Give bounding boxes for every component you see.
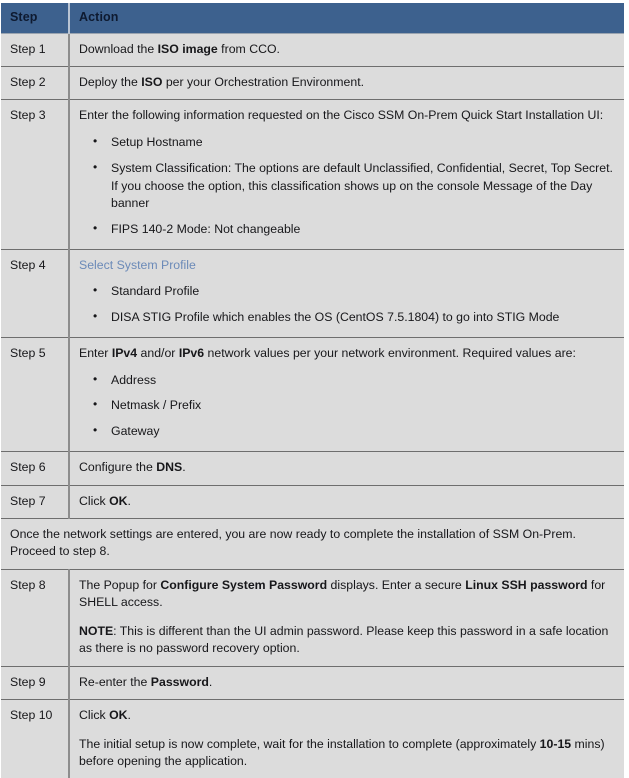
bullet-list-item: • FIPS 140-2 Mode: Not changeable <box>111 221 615 239</box>
step-action-cell: Configure the DNS. <box>69 452 624 485</box>
paragraph: The initial setup is now complete, wait for the installation to complete (approximately 10-15 mins) before opening the application. <box>79 736 605 769</box>
step-action-cell <box>69 700 624 778</box>
step-action-cell: Enter IPv4 and/or IPv6 network values per your network environment. Required values are: • Address • Netmask / Prefix • Gateway <box>69 338 624 452</box>
step-label-cell: Step 3 <box>1 100 69 250</box>
table-header-row <box>1 3 624 33</box>
emphasis-text: ISO image <box>157 41 218 56</box>
paragraph: Click OK. <box>79 708 131 723</box>
bullet-list-item: • Gateway <box>111 423 615 441</box>
bullet-list-item: • Setup Hostname <box>111 134 615 152</box>
bullet-list-item: • Standard Profile <box>111 283 615 301</box>
table-row <box>1 700 624 778</box>
step-action-cell: Re-enter the Password. <box>69 666 624 699</box>
step-action-cell <box>69 250 624 338</box>
step-action-cell: Enter the following information requested on the Cisco SSM On-Prem Quick Start Installation UI: • Setup Hostname • System Classification: The options are default Unclassified, Confidential, Secret, Top Secret. If you choose the option, this classification shows up on the console Message of the Day banner • FIPS 140-2 Mode: Not changeable <box>69 100 624 250</box>
step-label-cell: Step 6 <box>1 452 69 485</box>
table-header <box>1 3 624 33</box>
emphasis-text: Password <box>150 674 209 689</box>
paragraph: The Popup for Configure System Password displays. Enter a secure Linux SSH password for SHELL access. <box>79 577 606 610</box>
emphasis-text: DNS <box>156 460 183 475</box>
emphasis-text: Configure System Password <box>160 577 328 592</box>
column-header-step: Step <box>1 3 69 33</box>
table-row <box>1 33 624 66</box>
table-row <box>1 100 624 250</box>
step-note-cell: Once the network settings are entered, you are now ready to complete the installation of SSM On-Prem. Proceed to step 8. <box>1 518 624 569</box>
emphasis-text: IPv4 <box>111 346 138 361</box>
bullet-list-item: • DISA STIG Profile which enables the OS (CentOS 7.5.1804) to go into STIG Mode <box>111 309 615 327</box>
step-label-cell: Step 1 <box>1 33 69 66</box>
table-row <box>1 485 624 518</box>
table-row <box>1 250 624 338</box>
column-header-action: Action <box>69 3 624 33</box>
table-row <box>1 452 624 485</box>
table-row <box>1 518 624 569</box>
bullet-list <box>79 372 615 441</box>
bullet-list <box>79 134 615 239</box>
installation-steps-table <box>1 3 624 778</box>
step-action-cell: Download the ISO image from CCO. <box>69 33 624 66</box>
step-label-cell: Step 5 <box>1 338 69 452</box>
table-row <box>1 569 624 666</box>
table-row <box>1 666 624 699</box>
step-label-cell: Step 7 <box>1 485 69 518</box>
step-label-cell: Step 10 <box>1 700 69 778</box>
table-row <box>1 338 624 452</box>
emphasis-text: IPv6 <box>178 346 205 361</box>
emphasis-text: OK <box>109 708 128 723</box>
step-label-cell: Step 2 <box>1 66 69 99</box>
step-label-cell: Step 9 <box>1 666 69 699</box>
emphasis-text: 10-15 <box>539 736 572 751</box>
step-action-cell: Click OK. <box>69 485 624 518</box>
step-action-cell: Deploy the ISO per your Orchestration Environment. <box>69 66 624 99</box>
emphasis-text: NOTE <box>79 623 114 638</box>
select-system-profile-heading: Select System Profile <box>79 258 196 272</box>
step-label-cell: Step 8 <box>1 569 69 666</box>
bullet-list-item: • Netmask / Prefix <box>111 397 615 415</box>
step-action-cell <box>69 569 624 666</box>
emphasis-text: OK <box>109 493 128 508</box>
table-row <box>1 66 624 99</box>
table-body <box>1 33 624 778</box>
emphasis-text: ISO <box>141 74 163 89</box>
bullet-list-item: • Address <box>111 372 615 390</box>
paragraph: NOTE: This is different than the UI admin password. Please keep this password in a safe location as there is no password recovery option. <box>79 623 609 656</box>
bullet-list-item: • System Classification: The options are default Unclassified, Confidential, Secret, Top Secret. If you choose the option, this classification shows up on the console Message of the Day banner <box>111 160 615 213</box>
bullet-list <box>79 283 615 327</box>
step-label-cell: Step 4 <box>1 250 69 338</box>
emphasis-text: Linux SSH password <box>465 577 588 592</box>
